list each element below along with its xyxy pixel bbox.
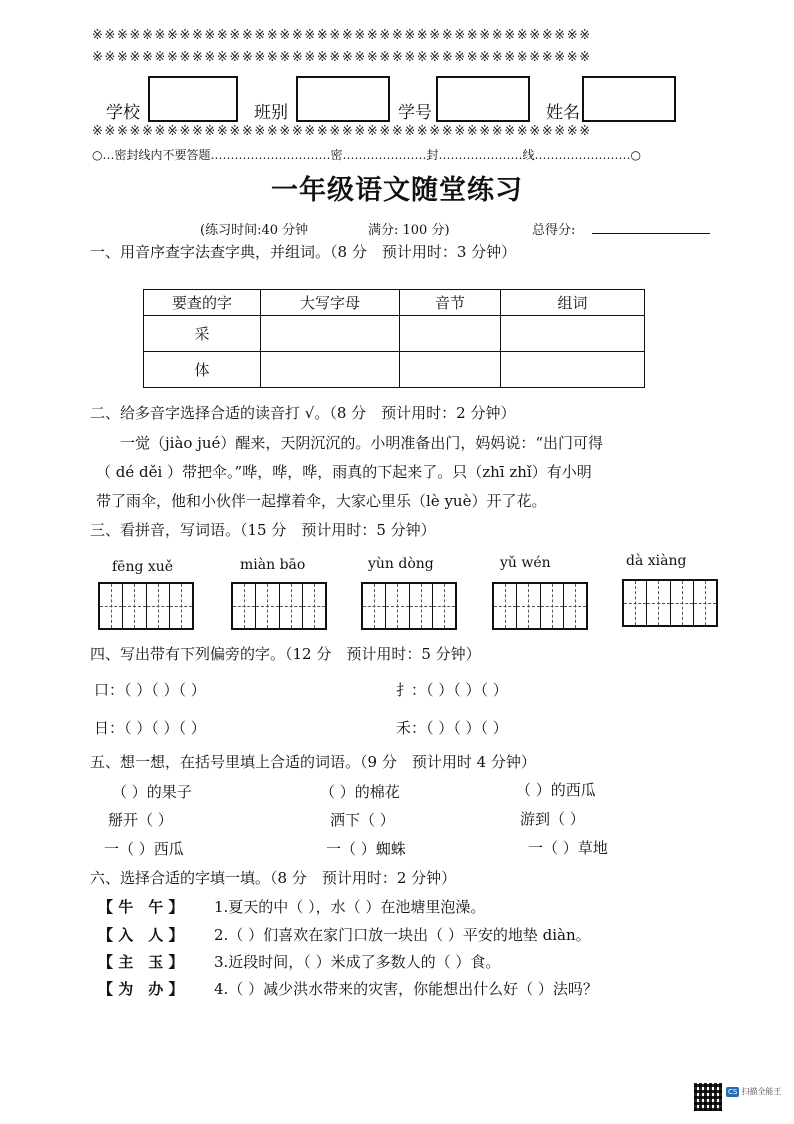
star-border-row-3: ※※※※※※※※※※※※※※※※※※※※※※※※※※※※※※※※※※※※※※※※	[92, 124, 592, 139]
total-score-field[interactable]	[592, 233, 710, 234]
radical-row[interactable]: 口：（ ）（ ）（ ）	[94, 681, 206, 699]
fill-phrase[interactable]: 洒下（ ）	[330, 811, 395, 829]
pinyin-prompt: dà xiàng	[626, 553, 687, 569]
answer-cell[interactable]	[501, 352, 645, 388]
fill-sentence[interactable]: 4.（ ）减少洪水带来的灾害，你能想出什么好（ ）法吗？	[214, 980, 598, 998]
answer-cell[interactable]	[261, 316, 400, 352]
fill-phrase[interactable]: 游到（ ）	[520, 810, 585, 828]
answer-cell[interactable]	[400, 352, 501, 388]
question-6-heading: 六、选择合适的字填一填。（8 分 预计用时：2 分钟）	[90, 869, 457, 887]
answer-cell[interactable]	[501, 316, 645, 352]
dictionary-table	[143, 289, 645, 388]
table-header-row	[144, 290, 645, 316]
table-row	[144, 316, 645, 352]
fill-phrase[interactable]: 一（ ）蜘蛛	[326, 840, 406, 858]
fill-phrase[interactable]: （ ）的西瓜	[516, 781, 596, 799]
answer-cell[interactable]	[400, 316, 501, 352]
writing-grid[interactable]	[98, 582, 194, 630]
class-label: 班别	[254, 103, 288, 123]
question-4-heading: 四、写出带有下列偏旁的字。（12 分 预计用时：5 分钟）	[90, 645, 481, 663]
star-border-row-2: ※※※※※※※※※※※※※※※※※※※※※※※※※※※※※※※※※※※※※※※※	[92, 50, 592, 65]
question-2-heading: 二、给多音字选择合适的读音打 √。（8 分 预计用时：2 分钟）	[90, 404, 516, 422]
star-border-row-1: ※※※※※※※※※※※※※※※※※※※※※※※※※※※※※※※※※※※※※※※※	[92, 28, 592, 43]
radical-row[interactable]: 日：（ ）（ ）（ ）	[94, 719, 206, 737]
fill-sentence[interactable]: 2.（ ）们喜欢在家门口放一块出（ ）平安的地垫 diàn。	[214, 926, 591, 944]
table-header: 组词	[501, 290, 645, 316]
table-header: 要查的字	[144, 290, 261, 316]
fill-sentence[interactable]: 3.近段时间，（ ）米成了多数人的（ ）食。	[214, 953, 501, 971]
table-header: 大写字母	[261, 290, 400, 316]
fill-phrase[interactable]: （ ）的棉花	[320, 783, 400, 801]
passage-line: 带了雨伞，他和小伙伴一起撑着伞，大家心里乐（lè yuè）开了花。	[96, 492, 547, 510]
pinyin-prompt: yǔ wén	[500, 555, 551, 571]
exam-time: (练习时间:40 分钟	[200, 223, 309, 238]
question-5-heading: 五、想一想，在括号里填上合适的词语。（9 分 预计用时 4 分钟）	[90, 753, 536, 771]
character-pair: 【 主 玉 】	[98, 953, 184, 971]
pinyin-prompt: miàn bāo	[240, 557, 306, 573]
fill-phrase[interactable]: （ ）的果子	[112, 783, 192, 801]
school-field[interactable]	[148, 76, 238, 122]
school-label: 学校	[106, 103, 140, 123]
pinyin-prompt: fēng xuě	[112, 559, 174, 575]
page-title: 一年级语文随堂练习	[271, 175, 523, 206]
fill-phrase[interactable]: 掰开（ ）	[108, 811, 173, 829]
fill-sentence[interactable]: 1.夏天的中（ ），水（ ）在池塘里泡澡。	[214, 898, 486, 916]
total-score-label: 总得分:	[532, 223, 576, 238]
fill-phrase[interactable]: 一（ ）草地	[528, 839, 608, 857]
passage-line: （ dé děi ）带把伞。”哗，哗，哗，雨真的下起来了。只（zhī zhǐ）有小明	[96, 463, 592, 481]
table-row	[144, 352, 645, 388]
character-pair: 【 入 人 】	[98, 926, 184, 944]
table-header: 音节	[400, 290, 501, 316]
name-field[interactable]	[582, 76, 676, 122]
answer-cell[interactable]	[261, 352, 400, 388]
character-pair: 【 牛 午 】	[98, 898, 184, 916]
lookup-character: 采	[144, 316, 261, 352]
writing-grid[interactable]	[361, 582, 457, 630]
radical-row[interactable]: 禾：（ ）（ ）（ ）	[396, 719, 508, 737]
name-label: 姓名	[546, 103, 580, 123]
writing-grid[interactable]	[492, 582, 588, 630]
scanner-name: 扫描全能王	[741, 1087, 782, 1096]
qr-code-icon	[694, 1083, 722, 1111]
scanner-logo-icon: CS	[728, 1088, 738, 1096]
student-number-label: 学号	[398, 103, 432, 123]
passage-line: 一觉（jiào jué）醒来，天阴沉沉的。小明准备出门，妈妈说：“出门可得	[120, 434, 604, 452]
writing-grid[interactable]	[231, 582, 327, 630]
character-pair: 【 为 办 】	[98, 980, 184, 998]
question-3-heading: 三、看拼音，写词语。（15 分 预计用时：5 分钟）	[90, 521, 436, 539]
lookup-character: 体	[144, 352, 261, 388]
student-info-row	[106, 76, 726, 124]
student-number-field[interactable]	[436, 76, 530, 122]
question-1-heading: 一、用音序查字法查字典，并组词。（8 分 预计用时：3 分钟）	[90, 243, 517, 261]
seal-line: ○…密封线内不要答题…………………………密…………………封…………………线……………………○	[92, 148, 641, 162]
class-field[interactable]	[296, 76, 390, 122]
pinyin-prompt: yùn dòng	[368, 556, 434, 572]
full-score: 满分: 100 分)	[368, 223, 450, 238]
scanner-watermark	[726, 1086, 781, 1097]
writing-grid[interactable]	[622, 579, 718, 627]
radical-row[interactable]: 扌：（ ）（ ）（ ）	[396, 681, 508, 699]
fill-phrase[interactable]: 一（ ）西瓜	[104, 840, 184, 858]
